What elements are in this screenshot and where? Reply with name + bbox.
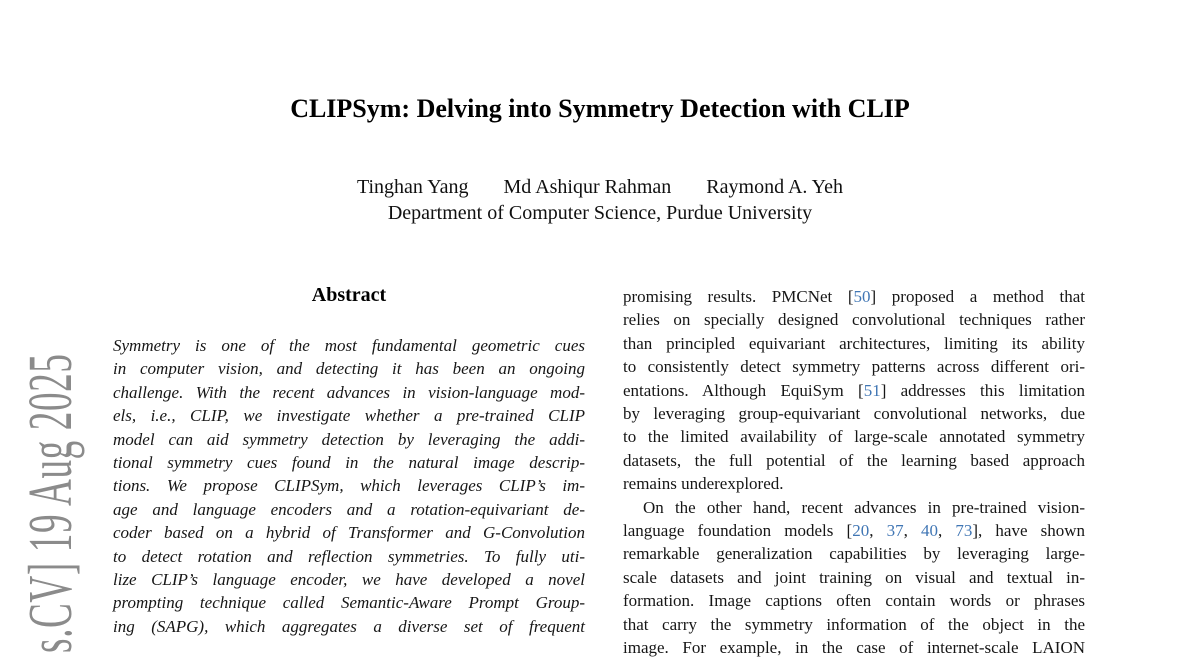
text-line: entations. Although EquiSym [51] addresses this limitation xyxy=(623,380,1085,400)
text-line: in computer vision, and detecting it has been an ongoing xyxy=(113,359,585,379)
text-line: tions. We propose CLIPSym, which leverages CLIP’s im- xyxy=(113,476,585,496)
text-line: relies on specially designed convolutional techniques rather xyxy=(623,310,1085,330)
text-line: datasets, the full potential of the learning based approach xyxy=(623,450,1085,470)
arxiv-watermark: s.CV] 19 Aug 2025 xyxy=(17,353,85,653)
text-line: prompting technique called Semantic-Aware Prompt Group- xyxy=(113,593,585,613)
right-column xyxy=(623,285,1085,660)
text-line: lize CLIP’s language encoder, we have developed a novel xyxy=(113,570,585,590)
text-line: Symmetry is one of the most fundamental geometric cues xyxy=(113,336,585,355)
author-line xyxy=(0,174,1200,200)
citation-link[interactable]: 40 xyxy=(920,521,938,541)
text-line: language foundation models [20, 37, 40, 73], have shown xyxy=(623,521,1086,541)
author-name: Tinghan Yang xyxy=(356,176,469,198)
text-line: than principled equivariant architectures, limiting its ability xyxy=(623,333,1085,353)
abstract-heading: Abstract xyxy=(311,284,387,306)
abstract-body xyxy=(113,334,585,638)
text-line: ing (SAPG), which aggregates a diverse set of frequent xyxy=(113,616,585,636)
text-line: remains underexplored. xyxy=(623,474,784,494)
text-line: remarkable generalization capabilities by leveraging large- xyxy=(623,544,1085,564)
paper-title: CLIPSym: Delving into Symmetry Detection with CLIP xyxy=(290,94,910,123)
citation-link[interactable]: 51 xyxy=(863,380,881,400)
text-line: to the limited availability of large-scale annotated symmetry xyxy=(623,427,1085,447)
text-line: coder based on a hybrid of Transformer and G-Convolution xyxy=(113,523,585,543)
text-line: to detect rotation and reflection symmetries. To fully uti- xyxy=(113,546,585,566)
text-line: els, i.e., CLIP, we investigate whether a pre-trained CLIP xyxy=(113,406,585,426)
citation-link[interactable]: 50 xyxy=(853,287,871,306)
text-line: tional symmetry cues found in the natural image descrip- xyxy=(113,453,585,473)
text-line: to consistently detect symmetry patterns across different ori- xyxy=(623,357,1085,377)
text-line: promising results. PMCNet [50] proposed a method that xyxy=(623,287,1085,306)
text-line: that carry the symmetry information of the object in the xyxy=(623,614,1085,634)
text-line: scale datasets and joint training on visual and textual in- xyxy=(623,567,1085,587)
citation-link[interactable]: 37 xyxy=(886,521,904,541)
text-line: by leveraging group-equivariant convolutional networks, due xyxy=(623,404,1085,424)
author-name: Md Ashiqur Rahman xyxy=(503,176,672,198)
citation-link[interactable]: 20 xyxy=(852,521,870,541)
text-line: challenge. With the recent advances in vision-language mod- xyxy=(113,382,585,402)
affiliation-line: Department of Computer Science, Purdue University xyxy=(387,202,813,224)
text-line: formation. Image captions often contain words or phrases xyxy=(623,591,1085,611)
text-line: age and language encoders and a rotation-equivariant de- xyxy=(113,499,585,519)
text-line: image. For example, in the case of internet-scale LAION xyxy=(623,638,1085,658)
text-line: model can aid symmetry detection by leveraging the addi- xyxy=(113,429,585,449)
author-name: Raymond A. Yeh xyxy=(706,176,843,198)
text-line: On the other hand, recent advances in pre-trained vision- xyxy=(643,497,1085,517)
citation-link[interactable]: 73 xyxy=(955,521,973,541)
